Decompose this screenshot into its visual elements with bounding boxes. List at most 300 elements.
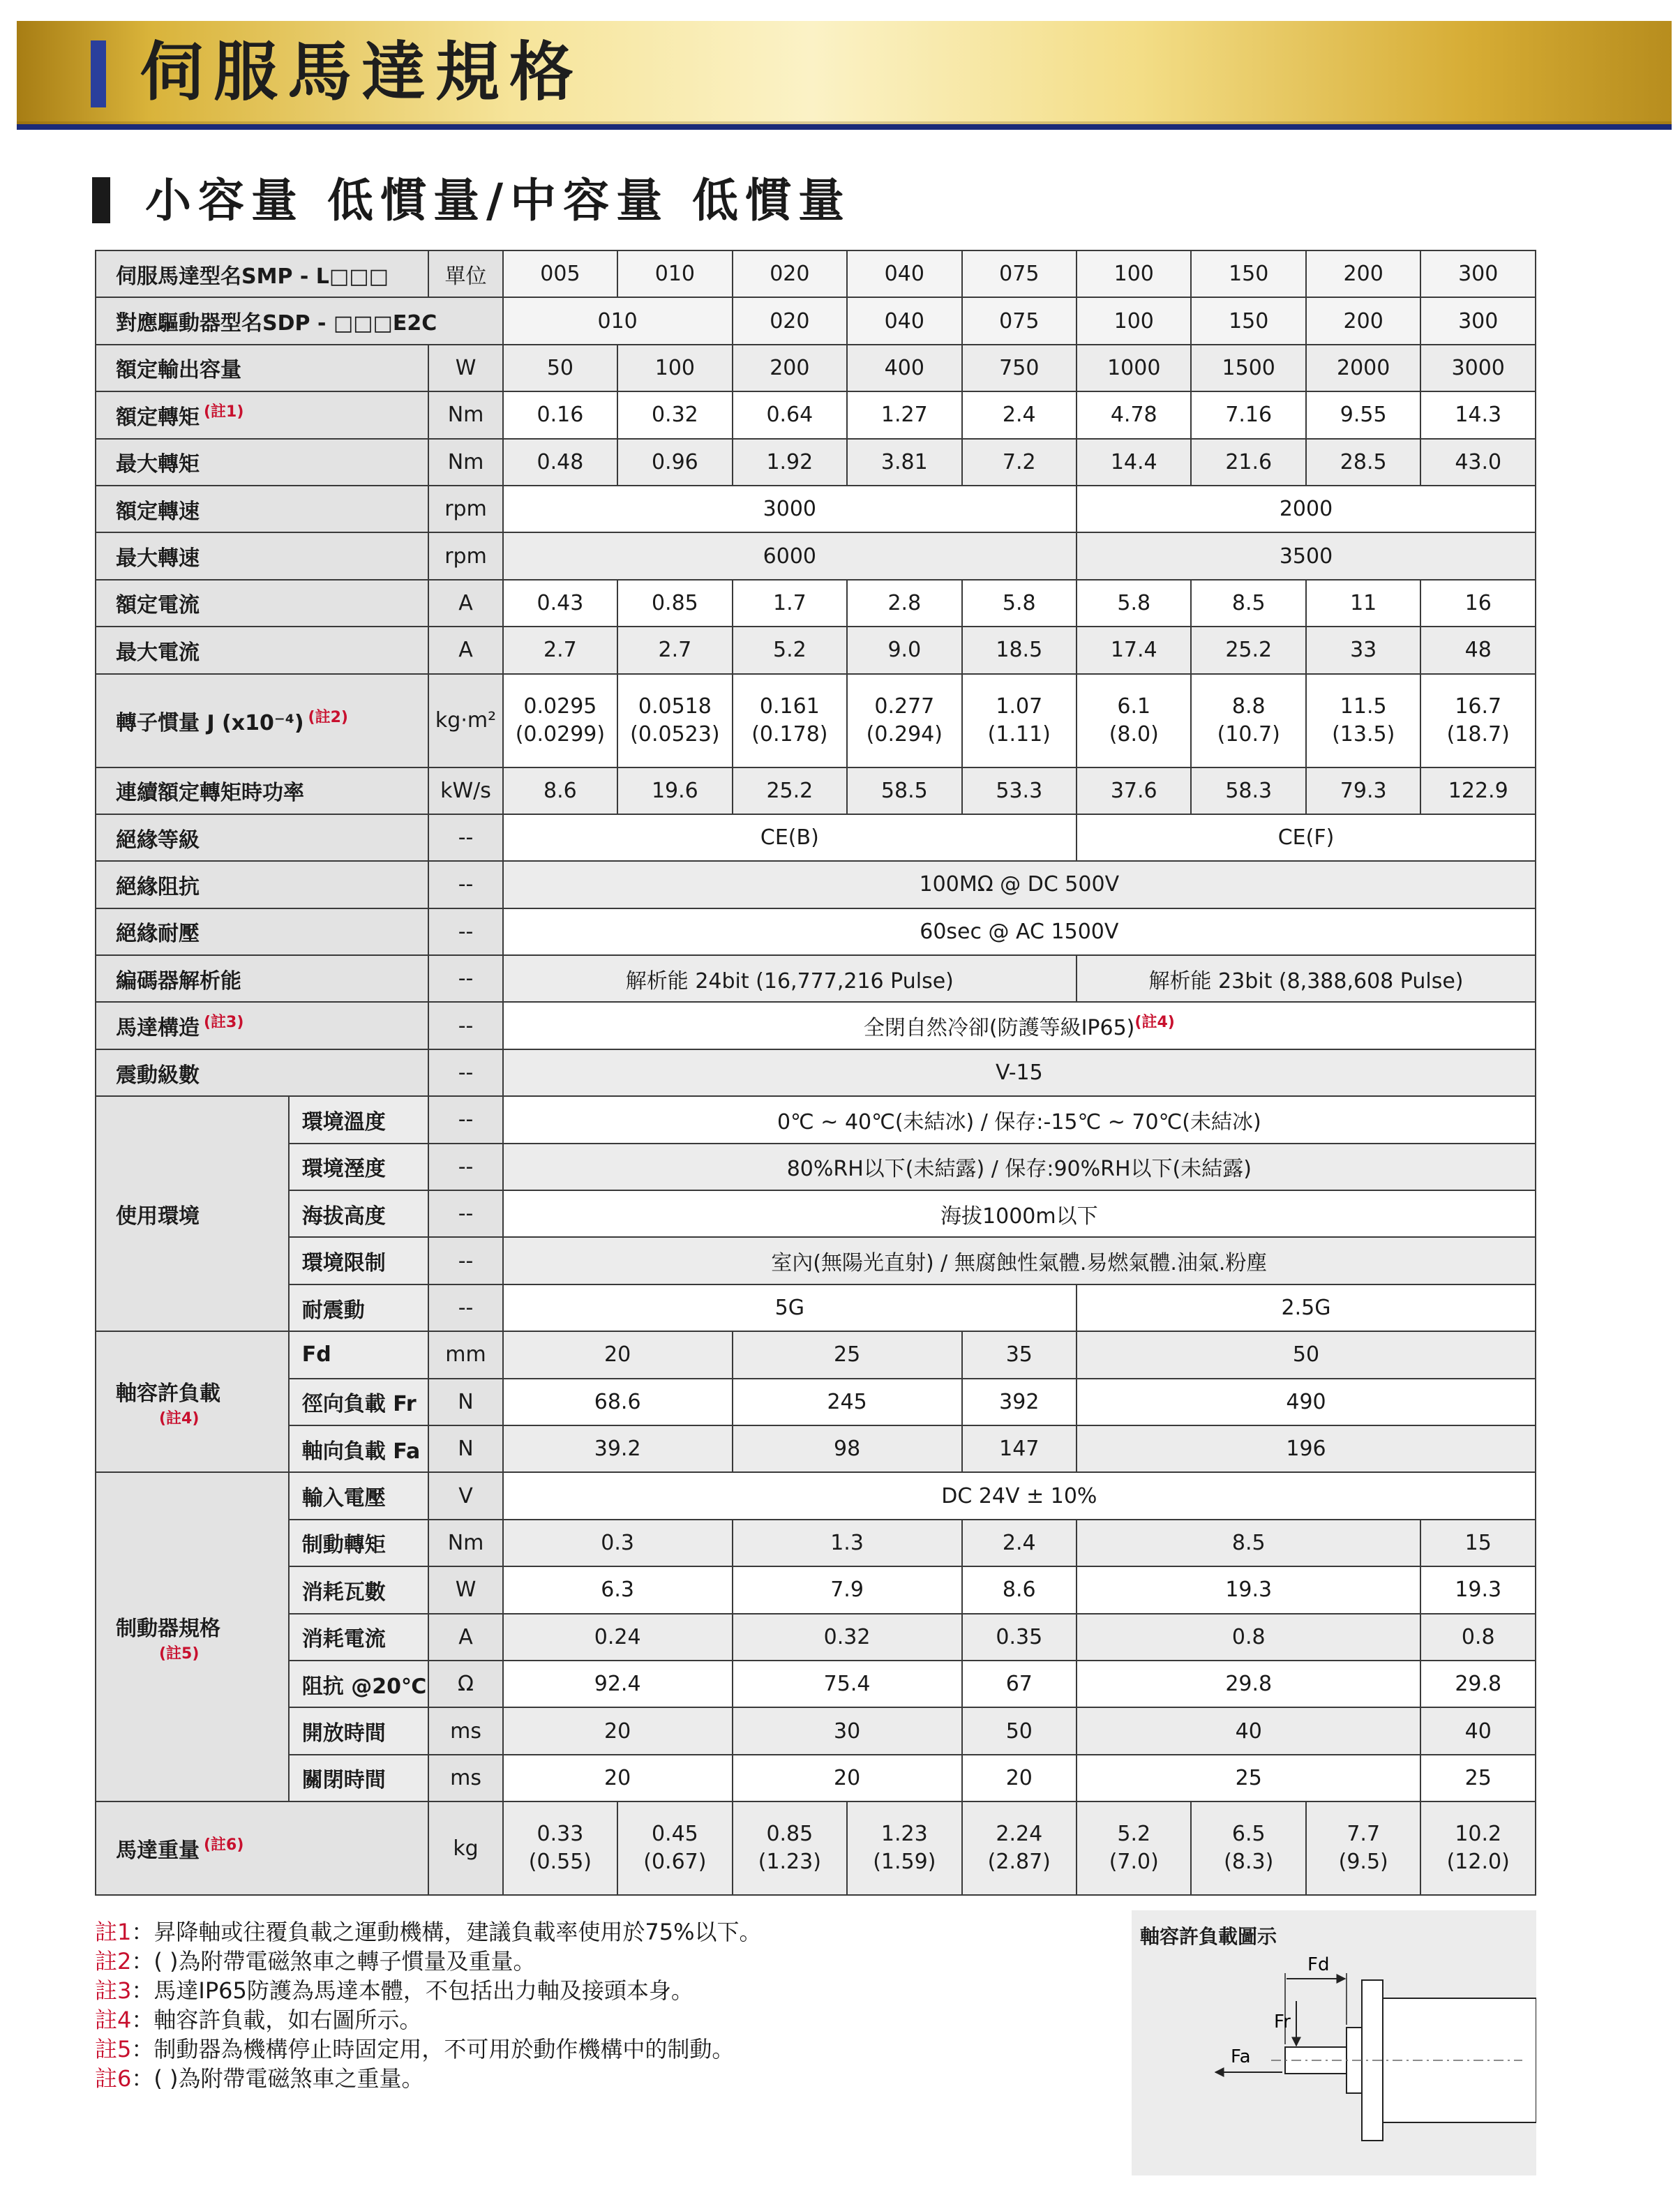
row-label: 編碼器解析能 <box>96 955 428 1002</box>
row-motor-weight <box>96 1801 1536 1895</box>
model-005: 005 <box>503 250 617 297</box>
note-ref: (註4) <box>1134 1014 1175 1032</box>
row-unit: kg·m² <box>428 674 502 767</box>
diagram-title: 軸容許負載圖示 <box>1140 1925 1277 1948</box>
cell: 400 <box>847 345 961 391</box>
row-unit: Nm <box>428 391 502 438</box>
cell: 0.43 <box>503 580 617 627</box>
cell: DC 24V ± 10% <box>503 1472 1536 1519</box>
value-main: 0.161 <box>759 694 820 719</box>
cell: 67 <box>962 1661 1077 1707</box>
footnote-6 <box>95 2064 1086 2093</box>
cell <box>503 1801 617 1895</box>
value-main: 0.277 <box>874 694 935 719</box>
value-brake: (9.5) <box>1338 1850 1388 1875</box>
label-text: 轉子慣量 J (x10⁻⁴) <box>116 710 304 735</box>
row-label: 消耗電流 <box>289 1614 429 1661</box>
row-rated-speed <box>96 486 1536 532</box>
group-label-shaft-load <box>96 1331 289 1472</box>
row-label: 關閉時間 <box>289 1755 429 1801</box>
row-unit: -- <box>428 1049 502 1096</box>
note-ref: (註4) <box>159 1409 200 1428</box>
cell: 75.4 <box>733 1661 962 1707</box>
value-brake: (0.178) <box>751 721 828 747</box>
row-vibration <box>96 1049 1536 1096</box>
row-label: 開放時間 <box>289 1707 429 1754</box>
model-075: 075 <box>962 250 1077 297</box>
cell: 7.9 <box>733 1566 962 1613</box>
row-unit: kg <box>428 1801 502 1895</box>
driver-300: 300 <box>1420 297 1536 344</box>
cell <box>503 1002 1536 1049</box>
cell <box>1191 1801 1305 1895</box>
fa-label: Fa <box>1231 2046 1251 2067</box>
driver-075: 075 <box>962 297 1077 344</box>
cell: 6000 <box>503 532 1077 579</box>
row-label: 連續額定轉矩時功率 <box>96 767 428 814</box>
row-unit: -- <box>428 1002 502 1049</box>
footnote-text: ：( )為附帶電磁煞車之轉子慣量及重量。 <box>131 1948 536 1975</box>
cell <box>617 674 732 767</box>
cell: 20 <box>733 1755 962 1801</box>
value-brake: (0.0299) <box>515 721 606 747</box>
value-brake: (13.5) <box>1332 721 1395 747</box>
cell <box>733 674 847 767</box>
footnote-4 <box>95 2005 1086 2035</box>
row-env-temp <box>96 1096 1536 1143</box>
cell: 8.5 <box>1077 1520 1420 1566</box>
cell: 9.55 <box>1306 391 1420 438</box>
cell: 3000 <box>503 486 1077 532</box>
cell: 6.3 <box>503 1566 733 1613</box>
footnote-key: 註3 <box>95 1977 132 2004</box>
cell: 53.3 <box>962 767 1077 814</box>
cell: 20 <box>503 1707 733 1754</box>
row-unit: ms <box>428 1755 502 1801</box>
cell: 245 <box>733 1379 962 1425</box>
cell: 33 <box>1306 627 1420 673</box>
cell: 50 <box>503 345 617 391</box>
row-label: 環境限制 <box>289 1237 429 1284</box>
row-rated-torque <box>96 391 1536 438</box>
cell: 解析能 24bit (16,777,216 Pulse) <box>503 955 1077 1002</box>
value-brake: (8.0) <box>1109 721 1159 747</box>
cell: 29.8 <box>1420 1661 1536 1707</box>
cell <box>1077 674 1191 767</box>
footnote-2 <box>95 1947 1086 1976</box>
cell: 200 <box>733 345 847 391</box>
row-label: 輸入電壓 <box>289 1472 429 1519</box>
cell: 2000 <box>1306 345 1420 391</box>
row-brake-torque <box>96 1520 1536 1566</box>
cell: 35 <box>962 1331 1077 1378</box>
value-main: 0.85 <box>766 1822 813 1847</box>
value-brake: (10.7) <box>1217 721 1280 747</box>
group-label-environment: 使用環境 <box>96 1096 289 1331</box>
cell: 100 <box>617 345 732 391</box>
cell: 1.3 <box>733 1520 962 1566</box>
model-020: 020 <box>733 250 847 297</box>
row-unit: -- <box>428 1190 502 1237</box>
driver-150: 150 <box>1191 297 1305 344</box>
row-label: 震動級數 <box>96 1049 428 1096</box>
value-text: 全閉自然冷卻(防護等級IP65) <box>863 1016 1135 1041</box>
cell: CE(F) <box>1077 814 1536 861</box>
value-main: 6.1 <box>1117 694 1151 719</box>
row-unit: -- <box>428 1237 502 1284</box>
cell: 0.3 <box>503 1520 733 1566</box>
cell: 25 <box>733 1331 962 1378</box>
row-unit: -- <box>428 1144 502 1190</box>
value-main: 16.7 <box>1455 694 1502 719</box>
cell: 43.0 <box>1420 439 1536 486</box>
row-unit: -- <box>428 908 502 955</box>
row-env-restriction <box>96 1237 1536 1284</box>
cell: 20 <box>503 1331 733 1378</box>
note-ref: (註2) <box>308 708 348 726</box>
row-unit: N <box>428 1425 502 1472</box>
cell: 30 <box>733 1707 962 1754</box>
cell: 58.3 <box>1191 767 1305 814</box>
cell: 50 <box>962 1707 1077 1754</box>
footnote-text: ：軸容許負載，如右圖所示。 <box>131 2007 422 2033</box>
value-main: 1.23 <box>880 1822 928 1847</box>
value-main: 8.8 <box>1231 694 1266 719</box>
footnote-key: 註1 <box>95 1919 132 1945</box>
row-label: Fd <box>289 1331 429 1378</box>
cell <box>847 1801 961 1895</box>
model-010: 010 <box>617 250 732 297</box>
row-label: 絕緣阻抗 <box>96 861 428 908</box>
group-title: 制動器規格 <box>116 1616 220 1641</box>
row-label: 耐震動 <box>289 1284 429 1331</box>
banner-marker <box>91 40 106 107</box>
row-unit: A <box>428 1614 502 1661</box>
cell: 17.4 <box>1077 627 1191 673</box>
cell: 147 <box>962 1425 1077 1472</box>
cell: 1.92 <box>733 439 847 486</box>
row-unit: rpm <box>428 486 502 532</box>
fr-label: Fr <box>1274 2012 1291 2032</box>
row-label: 額定轉速 <box>96 486 428 532</box>
cell: 40 <box>1420 1707 1536 1754</box>
header-row-motor <box>96 250 1536 297</box>
cell <box>1420 1801 1536 1895</box>
cell: V-15 <box>503 1049 1536 1096</box>
cell <box>1191 674 1305 767</box>
unit-header: 單位 <box>428 250 502 297</box>
cell: 0℃ ~ 40℃(未結冰) / 保存:-15℃ ~ 70℃(未結冰) <box>503 1096 1536 1143</box>
row-rated-output <box>96 345 1536 391</box>
cell: 60sec @ AC 1500V <box>503 908 1536 955</box>
row-unit: -- <box>428 955 502 1002</box>
row-shaft-fr <box>96 1379 1536 1425</box>
row-encoder <box>96 955 1536 1002</box>
driver-010: 010 <box>503 297 733 344</box>
cell <box>1306 674 1420 767</box>
motor-model-label: 伺服馬達型名SMP - L□□□ <box>96 250 428 297</box>
cell: 196 <box>1077 1425 1536 1472</box>
footnote-key: 註4 <box>95 2007 132 2033</box>
row-brake-power <box>96 1566 1536 1613</box>
cell: 29.8 <box>1077 1661 1420 1707</box>
subtitle-marker <box>92 177 110 223</box>
value-brake: (18.7) <box>1446 721 1510 747</box>
footnote-text: ：( )為附帶電磁煞車之重量。 <box>131 2065 424 2092</box>
row-label: 環境溫度 <box>289 1096 429 1143</box>
cell: 25.2 <box>733 767 847 814</box>
value-brake: (0.294) <box>866 721 943 747</box>
cell: 1500 <box>1191 345 1305 391</box>
model-100: 100 <box>1077 250 1191 297</box>
model-200: 200 <box>1306 250 1420 297</box>
note-ref: (註3) <box>204 1014 244 1032</box>
model-150: 150 <box>1191 250 1305 297</box>
footnote-text: ：馬達IP65防護為馬達本體，不包括出力軸及接頭本身。 <box>131 1977 693 2004</box>
cell: 8.6 <box>503 767 617 814</box>
value-brake: (2.87) <box>987 1850 1051 1875</box>
cell: 37.6 <box>1077 767 1191 814</box>
footnote-key: 註6 <box>95 2065 132 2092</box>
cell <box>1420 674 1536 767</box>
row-label: 最大轉速 <box>96 532 428 579</box>
label-text: 馬達重量 <box>116 1838 200 1864</box>
cell <box>1306 1801 1420 1895</box>
value-main: 5.2 <box>1117 1822 1151 1847</box>
cell: 0.85 <box>617 580 732 627</box>
cell: 2.4 <box>962 1520 1077 1566</box>
row-unit: Nm <box>428 1520 502 1566</box>
cell <box>503 674 617 767</box>
cell: 2.7 <box>617 627 732 673</box>
row-max-speed <box>96 532 1536 579</box>
value-brake: (1.59) <box>873 1850 936 1875</box>
cell: 0.32 <box>733 1614 962 1661</box>
cell <box>847 674 961 767</box>
row-label: 額定輸出容量 <box>96 345 428 391</box>
value-main: 10.2 <box>1455 1822 1502 1847</box>
cell: 50 <box>1077 1331 1536 1378</box>
cell: 48 <box>1420 627 1536 673</box>
cell <box>962 674 1077 767</box>
cell: 室內(無陽光直射) / 無腐蝕性氣體.易燃氣體.油氣.粉塵 <box>503 1237 1536 1284</box>
row-label <box>96 1801 428 1895</box>
cell: 3.81 <box>847 439 961 486</box>
row-unit: W <box>428 345 502 391</box>
row-shaft-fd <box>96 1331 1536 1378</box>
row-env-humidity <box>96 1144 1536 1190</box>
row-label: 最大電流 <box>96 627 428 673</box>
row-insulation-class <box>96 814 1536 861</box>
value-main: 0.33 <box>537 1822 584 1847</box>
cell: 15 <box>1420 1520 1536 1566</box>
value-main: 11.5 <box>1340 694 1387 719</box>
cell: 750 <box>962 345 1077 391</box>
cell: 海拔1000m以下 <box>503 1190 1536 1237</box>
row-label: 最大轉矩 <box>96 439 428 486</box>
row-label: 額定電流 <box>96 580 428 627</box>
cell: 92.4 <box>503 1661 733 1707</box>
cell: 19.3 <box>1420 1566 1536 1613</box>
cell: 2.7 <box>503 627 617 673</box>
cell: 14.4 <box>1077 439 1191 486</box>
row-rated-current <box>96 580 1536 627</box>
value-main: 6.5 <box>1231 1822 1266 1847</box>
row-brake-release <box>96 1707 1536 1754</box>
note-ref: (註5) <box>159 1645 200 1663</box>
cell: 5.8 <box>962 580 1077 627</box>
value-main: 0.0518 <box>638 694 712 719</box>
row-unit: rpm <box>428 532 502 579</box>
row-brake-engage <box>96 1755 1536 1801</box>
cell: 0.24 <box>503 1614 733 1661</box>
value-brake: (7.0) <box>1109 1850 1159 1875</box>
fd-label: Fd <box>1307 1954 1330 1975</box>
row-label: 軸向負載 Fa <box>289 1425 429 1472</box>
footnotes <box>95 1917 1086 2093</box>
driver-040: 040 <box>847 297 961 344</box>
cell: 28.5 <box>1306 439 1420 486</box>
cell: 0.96 <box>617 439 732 486</box>
value-main: 1.07 <box>996 694 1043 719</box>
shaft-load-diagram <box>1132 1910 1536 2175</box>
cell: 80%RH以下(未結露) / 保存:90%RH以下(未結露) <box>503 1144 1536 1190</box>
cell: 68.6 <box>503 1379 733 1425</box>
cell: 0.35 <box>962 1614 1077 1661</box>
row-insulation-resistance <box>96 861 1536 908</box>
note-ref: (註6) <box>204 1836 244 1855</box>
cell: 9.0 <box>847 627 961 673</box>
cell: 0.16 <box>503 391 617 438</box>
cell: 7.16 <box>1191 391 1305 438</box>
row-rotor-inertia <box>96 674 1536 767</box>
footnote-1 <box>95 1917 1086 1947</box>
banner-underline <box>17 124 1672 130</box>
driver-020: 020 <box>733 297 847 344</box>
value-brake: (1.23) <box>758 1850 821 1875</box>
cell: 11 <box>1306 580 1420 627</box>
row-unit: kW/s <box>428 767 502 814</box>
footnote-key: 註5 <box>95 2036 132 2062</box>
cell: 19.3 <box>1077 1566 1420 1613</box>
cell: 2.8 <box>847 580 961 627</box>
cell: CE(B) <box>503 814 1077 861</box>
value-main: 0.45 <box>651 1822 698 1847</box>
cell: 20 <box>962 1755 1077 1801</box>
cell: 20 <box>503 1755 733 1801</box>
row-unit: -- <box>428 814 502 861</box>
row-shaft-fa <box>96 1425 1536 1472</box>
row-unit: -- <box>428 1284 502 1331</box>
cell: 3500 <box>1077 532 1536 579</box>
row-unit: Nm <box>428 439 502 486</box>
cell: 25.2 <box>1191 627 1305 673</box>
cell: 7.2 <box>962 439 1077 486</box>
cell: 100MΩ @ DC 500V <box>503 861 1536 908</box>
row-unit: -- <box>428 1096 502 1143</box>
footnote-text: ：制動器為機構停止時固定用，不可用於動作機構中的制動。 <box>131 2036 735 2062</box>
row-label <box>96 1002 428 1049</box>
label-text: 馬達構造 <box>116 1016 200 1041</box>
label-text: 額定轉矩 <box>116 405 200 430</box>
group-title: 軸容許負載 <box>116 1381 220 1406</box>
row-structure <box>96 1002 1536 1049</box>
section-title: 小容量 低慣量/中容量 低慣量 <box>145 174 852 227</box>
cell: 25 <box>1420 1755 1536 1801</box>
driver-100: 100 <box>1077 297 1191 344</box>
cell: 5.8 <box>1077 580 1191 627</box>
cell: 解析能 23bit (8,388,608 Pulse) <box>1077 955 1536 1002</box>
row-unit: ms <box>428 1707 502 1754</box>
cell: 79.3 <box>1306 767 1420 814</box>
row-label: 消耗瓦數 <box>289 1566 429 1613</box>
cell: 1.7 <box>733 580 847 627</box>
cell: 98 <box>733 1425 962 1472</box>
cell: 25 <box>1077 1755 1420 1801</box>
footnote-5 <box>95 2035 1086 2064</box>
page-title: 伺服馬達規格 <box>140 35 584 110</box>
cell: 5G <box>503 1284 1077 1331</box>
row-unit: Ω <box>428 1661 502 1707</box>
note-ref: (註1) <box>204 403 244 421</box>
row-label: 徑向負載 Fr <box>289 1379 429 1425</box>
cell: 16 <box>1420 580 1536 627</box>
cell: 490 <box>1077 1379 1536 1425</box>
row-unit: mm <box>428 1331 502 1378</box>
row-unit: W <box>428 1566 502 1613</box>
cell: 0.8 <box>1420 1614 1536 1661</box>
row-unit: -- <box>428 861 502 908</box>
row-max-torque <box>96 439 1536 486</box>
value-brake: (1.11) <box>987 721 1051 747</box>
value-main: 2.24 <box>996 1822 1043 1847</box>
cell: 122.9 <box>1420 767 1536 814</box>
cell: 2.5G <box>1077 1284 1536 1331</box>
value-brake: (0.0523) <box>630 721 720 747</box>
footnote-3 <box>95 1976 1086 2005</box>
value-main: 7.7 <box>1347 1822 1381 1847</box>
cell: 2000 <box>1077 486 1536 532</box>
row-env-shock <box>96 1284 1536 1331</box>
cell: 1.27 <box>847 391 961 438</box>
cell: 3000 <box>1420 345 1536 391</box>
spec-table <box>95 250 1536 1896</box>
group-label-brake <box>96 1472 289 1801</box>
row-insulation-voltage <box>96 908 1536 955</box>
row-label <box>96 391 428 438</box>
row-label: 阻抗 @20℃ <box>289 1661 429 1707</box>
value-brake: (8.3) <box>1224 1850 1274 1875</box>
cell: 392 <box>962 1379 1077 1425</box>
row-unit: A <box>428 580 502 627</box>
row-label: 制動轉矩 <box>289 1520 429 1566</box>
cell: 58.5 <box>847 767 961 814</box>
row-unit: N <box>428 1379 502 1425</box>
row-max-current <box>96 627 1536 673</box>
cell <box>962 1801 1077 1895</box>
row-label: 環境溼度 <box>289 1144 429 1190</box>
cell <box>617 1801 732 1895</box>
cell: 18.5 <box>962 627 1077 673</box>
footnote-text: ：昇降軸或往覆負載之運動機構，建議負載率使用於75%以下。 <box>131 1919 762 1945</box>
row-label: 絕緣等級 <box>96 814 428 861</box>
row-label <box>96 674 428 767</box>
cell: 0.64 <box>733 391 847 438</box>
cell: 21.6 <box>1191 439 1305 486</box>
cell: 2.4 <box>962 391 1077 438</box>
driver-model-label: 對應驅動器型名SDP - □□□E2C <box>96 297 503 344</box>
cell: 8.6 <box>962 1566 1077 1613</box>
